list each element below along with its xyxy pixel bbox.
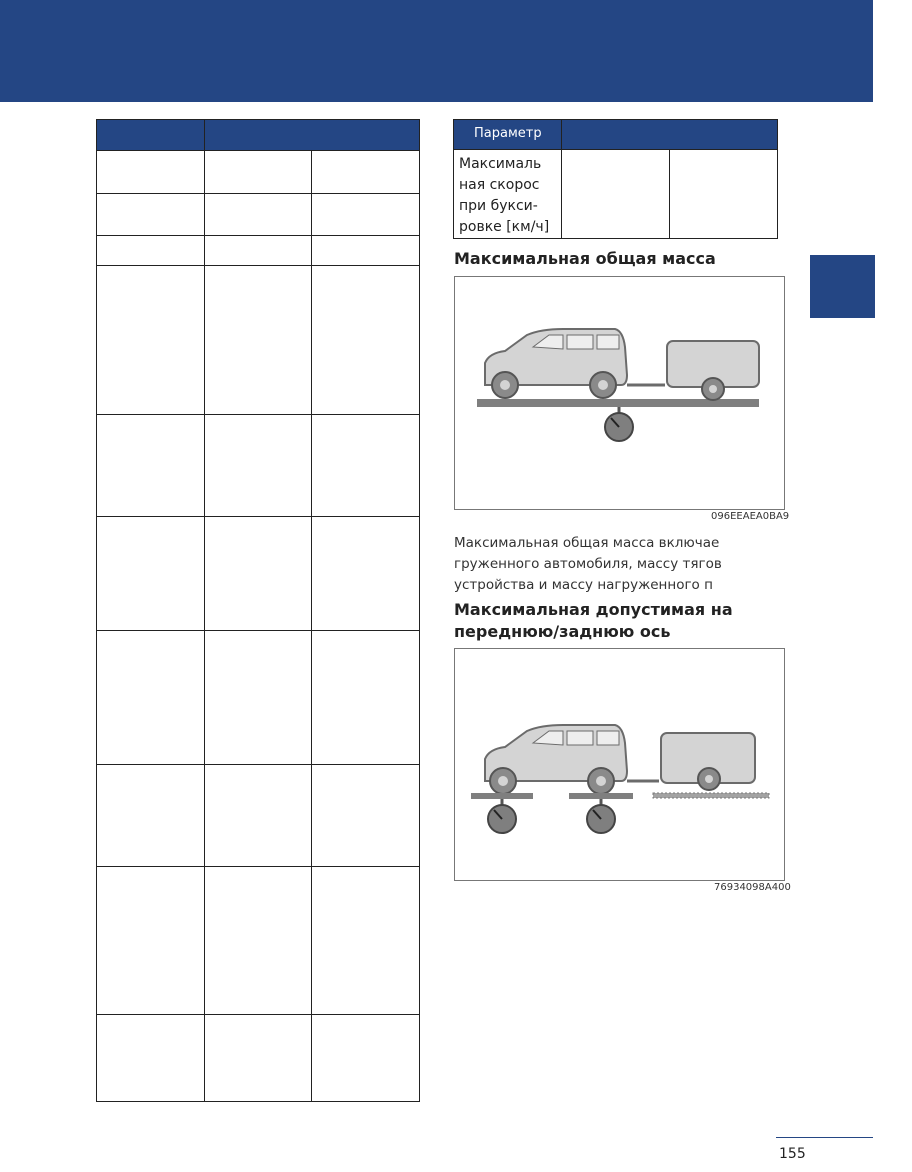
table-row bbox=[97, 236, 420, 266]
max-total-mass-description: Максимальная общая масса включае груженного автомобиля, массу тягов устройства и массу нагруженного п bbox=[454, 535, 722, 593]
table-row bbox=[454, 150, 778, 239]
car-trailer-scale-illustration bbox=[455, 277, 784, 509]
top-banner bbox=[0, 0, 873, 102]
spec-table-left bbox=[96, 119, 420, 1102]
car-axle-scales-illustration bbox=[455, 649, 784, 880]
spec-table-right bbox=[453, 119, 778, 239]
table-row bbox=[97, 631, 420, 765]
table-row bbox=[97, 151, 420, 194]
axle-load-figure bbox=[454, 648, 785, 881]
page-number: 155 bbox=[779, 1146, 806, 1162]
footer-rule bbox=[776, 1137, 873, 1138]
total-mass-figure bbox=[454, 276, 785, 510]
table-header-cell bbox=[205, 120, 420, 151]
table-row bbox=[97, 266, 420, 415]
table-row bbox=[97, 415, 420, 517]
table-row bbox=[97, 765, 420, 867]
table-row bbox=[97, 867, 420, 1015]
section-heading-max-total-mass: Максимальная общая масса bbox=[454, 249, 716, 268]
table-header-cell bbox=[562, 120, 778, 150]
chapter-tab bbox=[810, 255, 875, 318]
table-row bbox=[97, 517, 420, 631]
section-heading-max-axle-load: Максимальная допустимая на переднюю/заднюю ось bbox=[454, 600, 733, 641]
table-row bbox=[97, 1015, 420, 1102]
table-header-cell bbox=[97, 120, 205, 151]
figure-code: 76934098A400 bbox=[714, 882, 791, 893]
table-row bbox=[97, 194, 420, 236]
param-header: Параметр bbox=[454, 120, 562, 150]
max-towing-speed-label: Максималь ная скорос при букси- ровке [км/ч] bbox=[454, 150, 562, 239]
figure-code: 096EEAEA0BA9 bbox=[711, 511, 790, 522]
